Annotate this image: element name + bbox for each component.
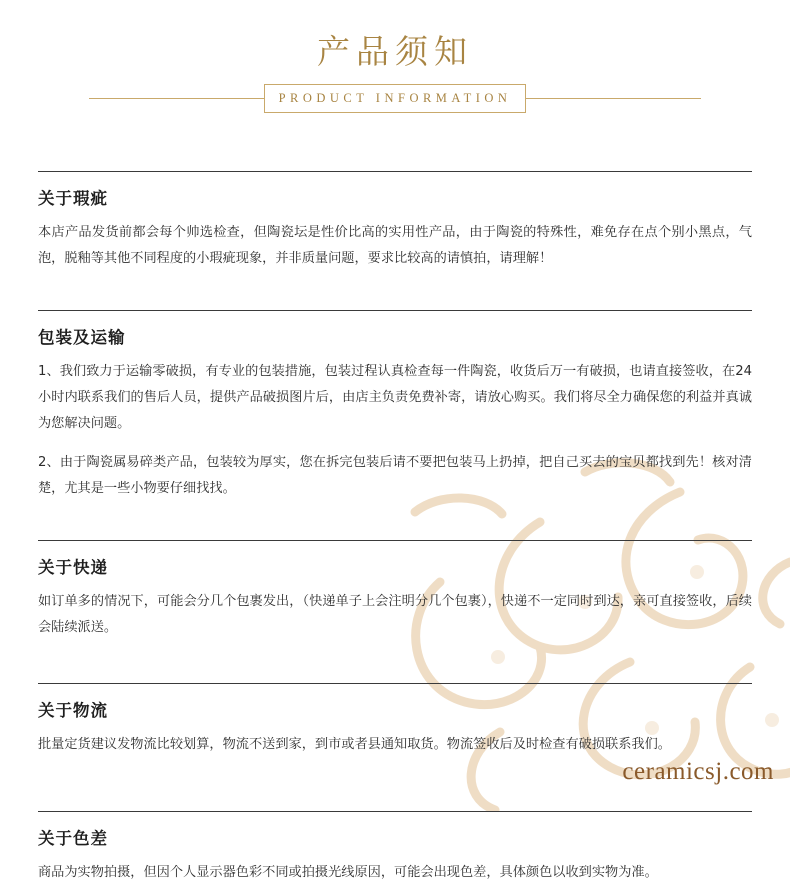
section-paragraph: 商品为实物拍摄，但因个人显示器色彩不同或拍摄光线原因，可能会出现色差，具体颜色以收到实物为准。 — [38, 865, 658, 880]
page-title: 产品须知 — [317, 32, 473, 71]
section-packaging — [38, 294, 752, 502]
section-divider — [38, 811, 752, 812]
section-divider — [38, 171, 752, 172]
section-express — [38, 524, 752, 641]
site-watermark: ceramicsj.com — [622, 758, 774, 785]
section-title: 关于瑕疵 — [38, 189, 108, 208]
section-flaw — [38, 155, 752, 272]
header-subtitle-box — [264, 84, 527, 113]
section-color-difference — [38, 795, 752, 886]
header-rule-left — [89, 98, 264, 99]
section-divider — [38, 683, 752, 684]
section-divider — [38, 540, 752, 541]
page-subtitle: PRODUCT INFORMATION — [278, 91, 512, 105]
section-paragraph: 本店产品发货前都会每个帅选检查，但陶瓷坛是性价比高的实用性产品，由于陶瓷的特殊性，难免存在点个别小黑点，气泡，脱釉等其他不同程度的小瑕疵现象，并非质量问题，要求比较高的请慎拍，请理解！ — [38, 225, 752, 266]
header-rule-right — [526, 98, 701, 99]
page-header — [0, 0, 790, 113]
section-logistics — [38, 667, 752, 758]
section-title: 关于色差 — [38, 829, 108, 848]
section-paragraph: 批量定货建议发物流比较划算，物流不送到家，到市或者县通知取货。物流签收后及时检查有破损联系我们。 — [38, 737, 671, 752]
section-paragraph: 1、我们致力于运输零破损，有专业的包装措施，包装过程认真检查每一件陶瓷，收货后万一有破损，也请直接签收，在24小时内联系我们的售后人员，提供产品破损图片后，由店主负责免费补寄，请放心购买。我们将尽全力确保您的利益并真诚为您解决问题。 — [38, 364, 752, 431]
section-paragraph: 如订单多的情况下，可能会分几个包裹发出，（快递单子上会注明分几个包裹），快递不一定同时到达，亲可直接签收，后续会陆续派送。 — [38, 594, 752, 635]
section-title: 关于物流 — [38, 701, 108, 720]
section-divider — [38, 310, 752, 311]
section-paragraph: 2、由于陶瓷属易碎类产品，包装较为厚实，您在拆完包装后请不要把包装马上扔掉，把自己买去的宝贝都找到先！核对清楚，尤其是一些小物要仔细找找。 — [38, 455, 752, 496]
section-title: 包装及运输 — [38, 328, 126, 347]
header-rule-row — [0, 84, 790, 113]
section-title: 关于快递 — [38, 558, 108, 577]
